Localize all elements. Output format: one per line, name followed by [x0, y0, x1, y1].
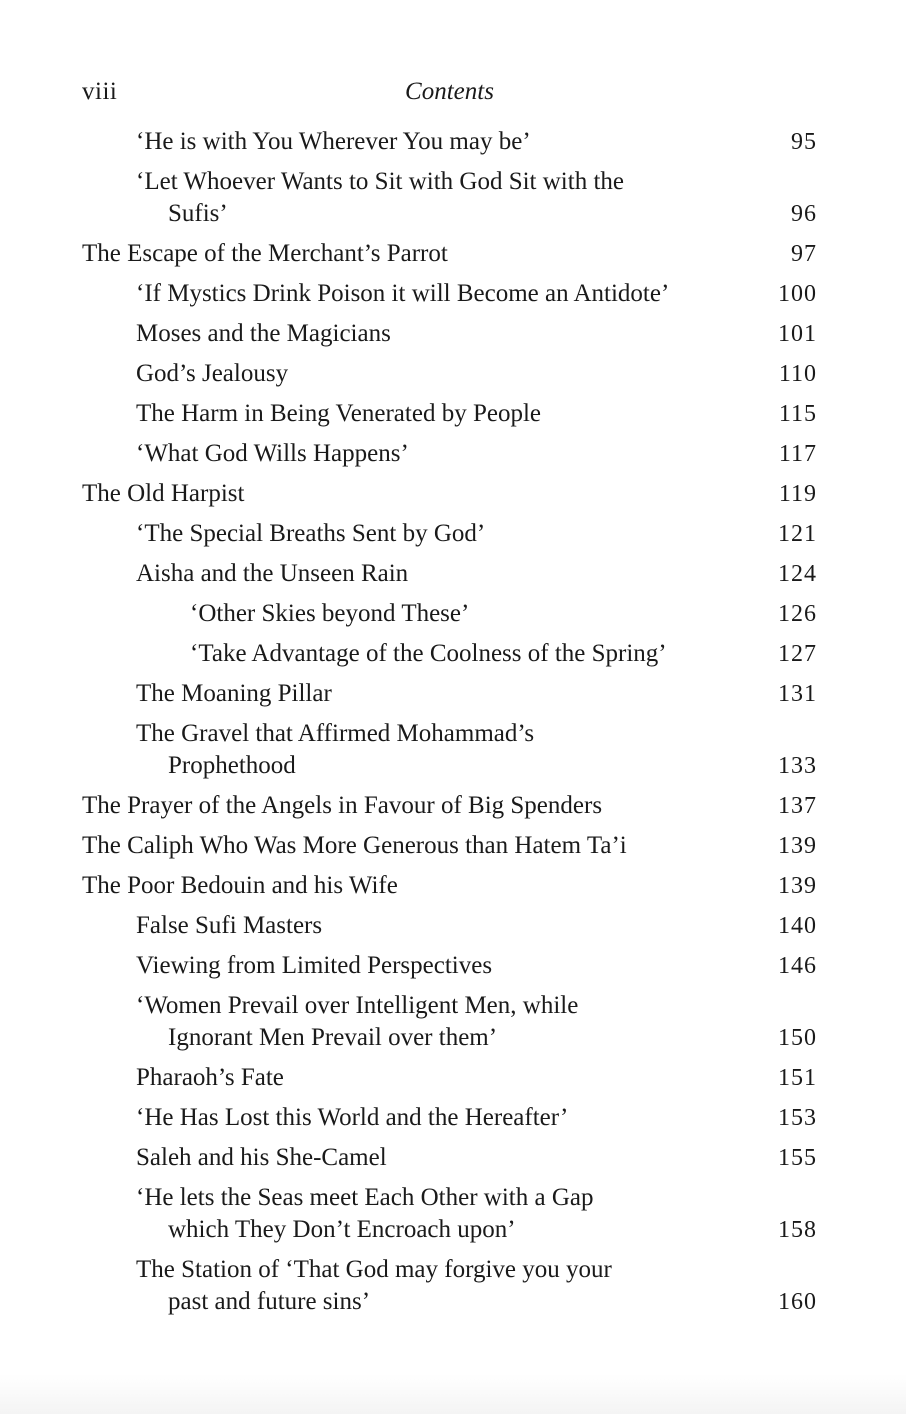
toc-entry-title: [82, 278, 722, 310]
toc-entry-title-continuation: Ignorant Men Prevail over them’: [168, 1024, 498, 1051]
toc-entry-page-number: 131: [778, 681, 817, 707]
toc-entry-title-line: ‘What God Wills Happens’: [136, 440, 409, 467]
page-bottom-edge: [0, 1374, 906, 1414]
toc-entry-page-number: 96: [791, 201, 817, 227]
toc-entry-title-line: ‘If Mystics Drink Poison it will Become an Antidote’: [136, 280, 670, 307]
toc-entry-title: [82, 678, 722, 710]
toc-entry-page-number: 124: [778, 561, 817, 587]
table-of-contents: [82, 126, 817, 1326]
toc-entry: [82, 1102, 817, 1134]
toc-entry-title-line: Pharaoh’s Fate: [136, 1064, 284, 1091]
toc-entry-title-line: The Harm in Being Venerated by People: [136, 400, 541, 427]
toc-entry: [82, 1254, 817, 1318]
toc-entry-title: [82, 990, 722, 1054]
toc-entry-title: [82, 1142, 722, 1174]
toc-entry-page-number: 153: [778, 1105, 817, 1131]
toc-entry-title: [82, 358, 722, 390]
toc-entry-title: [82, 718, 722, 782]
toc-entry-title-line: Viewing from Limited Perspectives: [136, 952, 493, 979]
toc-entry-page-number: 160: [778, 1289, 817, 1315]
toc-entry-title-line: ‘Women Prevail over Intelligent Men, while: [136, 992, 579, 1019]
toc-entry: [82, 910, 817, 942]
toc-entry-page-number: 158: [778, 1217, 817, 1243]
toc-entry: [82, 790, 817, 822]
toc-entry-title-line: The Escape of the Merchant’s Parrot: [82, 240, 448, 267]
toc-entry-title: [82, 126, 722, 158]
toc-entry: [82, 950, 817, 982]
toc-entry-title: [82, 518, 722, 550]
toc-entry-title: [82, 166, 722, 230]
toc-entry-page-number: 139: [778, 833, 817, 859]
page-title: Contents: [405, 78, 494, 105]
toc-entry: [82, 990, 817, 1054]
toc-entry-title-line: The Caliph Who Was More Generous than Hatem Ta’i: [82, 832, 627, 859]
toc-entry-title: [82, 870, 722, 902]
toc-entry-title-line: The Poor Bedouin and his Wife: [82, 872, 398, 899]
toc-entry: [82, 870, 817, 902]
toc-entry-page-number: 126: [778, 601, 817, 627]
toc-entry: [82, 238, 817, 270]
toc-entry-title-line: ‘He lets the Seas meet Each Other with a Gap: [136, 1184, 594, 1211]
toc-entry-title: [82, 558, 722, 590]
toc-entry-page-number: 121: [778, 521, 817, 547]
toc-entry: [82, 678, 817, 710]
toc-entry-page-number: 117: [778, 441, 817, 467]
toc-entry-page-number: 150: [778, 1025, 817, 1051]
toc-entry-title: [82, 478, 722, 510]
toc-entry-title-continuation: which They Don’t Encroach upon’: [168, 1216, 516, 1243]
toc-entry-title-line: Saleh and his She-Camel: [136, 1144, 387, 1171]
toc-entry-title-line: ‘Other Skies beyond These’: [190, 600, 470, 627]
toc-entry: [82, 558, 817, 590]
toc-entry-title-line: ‘He is with You Wherever You may be’: [136, 128, 531, 155]
toc-entry: [82, 278, 817, 310]
toc-entry: [82, 126, 817, 158]
toc-entry: [82, 358, 817, 390]
toc-entry-title-continuation: Sufis’: [168, 200, 228, 227]
toc-entry-title-line: The Moaning Pillar: [136, 680, 332, 707]
toc-entry: [82, 830, 817, 862]
toc-entry-title-line: Moses and the Magicians: [136, 320, 391, 347]
toc-entry-page-number: 133: [778, 753, 817, 779]
toc-entry-title: [82, 910, 722, 942]
toc-entry-title: [82, 1102, 722, 1134]
toc-entry-page-number: 97: [791, 241, 817, 267]
toc-entry-title-line: God’s Jealousy: [136, 360, 289, 387]
toc-entry: [82, 318, 817, 350]
toc-entry-title-line: False Sufi Masters: [136, 912, 323, 939]
toc-entry: [82, 718, 817, 782]
toc-entry-page-number: 140: [778, 913, 817, 939]
page-number: viii: [82, 78, 118, 105]
toc-entry-page-number: 139: [778, 873, 817, 899]
toc-entry: [82, 438, 817, 470]
toc-entry-page-number: 151: [778, 1065, 817, 1091]
toc-entry-title-line: Aisha and the Unseen Rain: [136, 560, 409, 587]
toc-entry-title-continuation: Prophethood: [168, 752, 296, 779]
toc-entry-title: [82, 238, 722, 270]
toc-entry-page-number: 95: [791, 129, 817, 155]
toc-entry-page-number: 100: [778, 281, 817, 307]
toc-entry-page-number: 119: [778, 481, 817, 507]
toc-entry: [82, 1142, 817, 1174]
toc-entry-page-number: 146: [778, 953, 817, 979]
toc-entry: [82, 518, 817, 550]
toc-entry-title-line: ‘The Special Breaths Sent by God’: [136, 520, 486, 547]
toc-entry: [82, 398, 817, 430]
toc-entry-title: [82, 790, 722, 822]
toc-entry-title-line: ‘Take Advantage of the Coolness of the Spring’: [190, 640, 667, 667]
toc-entry-title-line: The Old Harpist: [82, 480, 245, 507]
toc-entry-title-line: The Station of ‘That God may forgive you your: [136, 1256, 612, 1283]
toc-entry-page-number: 110: [778, 361, 817, 387]
toc-entry-title: [82, 398, 722, 430]
toc-entry-title: [82, 1254, 722, 1318]
running-head: [82, 78, 817, 112]
toc-entry-title: [82, 318, 722, 350]
toc-entry-page-number: 115: [778, 401, 817, 427]
toc-entry-title-line: ‘He Has Lost this World and the Hereafter’: [136, 1104, 569, 1131]
toc-entry-title: [82, 438, 722, 470]
toc-entry-title: [82, 598, 722, 630]
toc-entry-title: [82, 638, 722, 670]
toc-entry: [82, 598, 817, 630]
toc-entry-page-number: 137: [778, 793, 817, 819]
toc-entry-page-number: 155: [778, 1145, 817, 1171]
toc-entry-title-line: ‘Let Whoever Wants to Sit with God Sit with the: [136, 168, 624, 195]
toc-entry: [82, 638, 817, 670]
toc-entry: [82, 1182, 817, 1246]
toc-entry-title-line: The Gravel that Affirmed Mohammad’s: [136, 720, 535, 747]
toc-entry-title: [82, 950, 722, 982]
toc-entry-title: [82, 1182, 722, 1246]
toc-entry: [82, 478, 817, 510]
toc-entry-title: [82, 1062, 722, 1094]
toc-entry-page-number: 127: [778, 641, 817, 667]
toc-entry: [82, 166, 817, 230]
toc-entry-title-line: The Prayer of the Angels in Favour of Big Spenders: [82, 792, 603, 819]
toc-entry: [82, 1062, 817, 1094]
toc-entry-title-continuation: past and future sins’: [168, 1288, 371, 1315]
toc-entry-page-number: 101: [778, 321, 817, 347]
toc-entry-title: [82, 830, 722, 862]
